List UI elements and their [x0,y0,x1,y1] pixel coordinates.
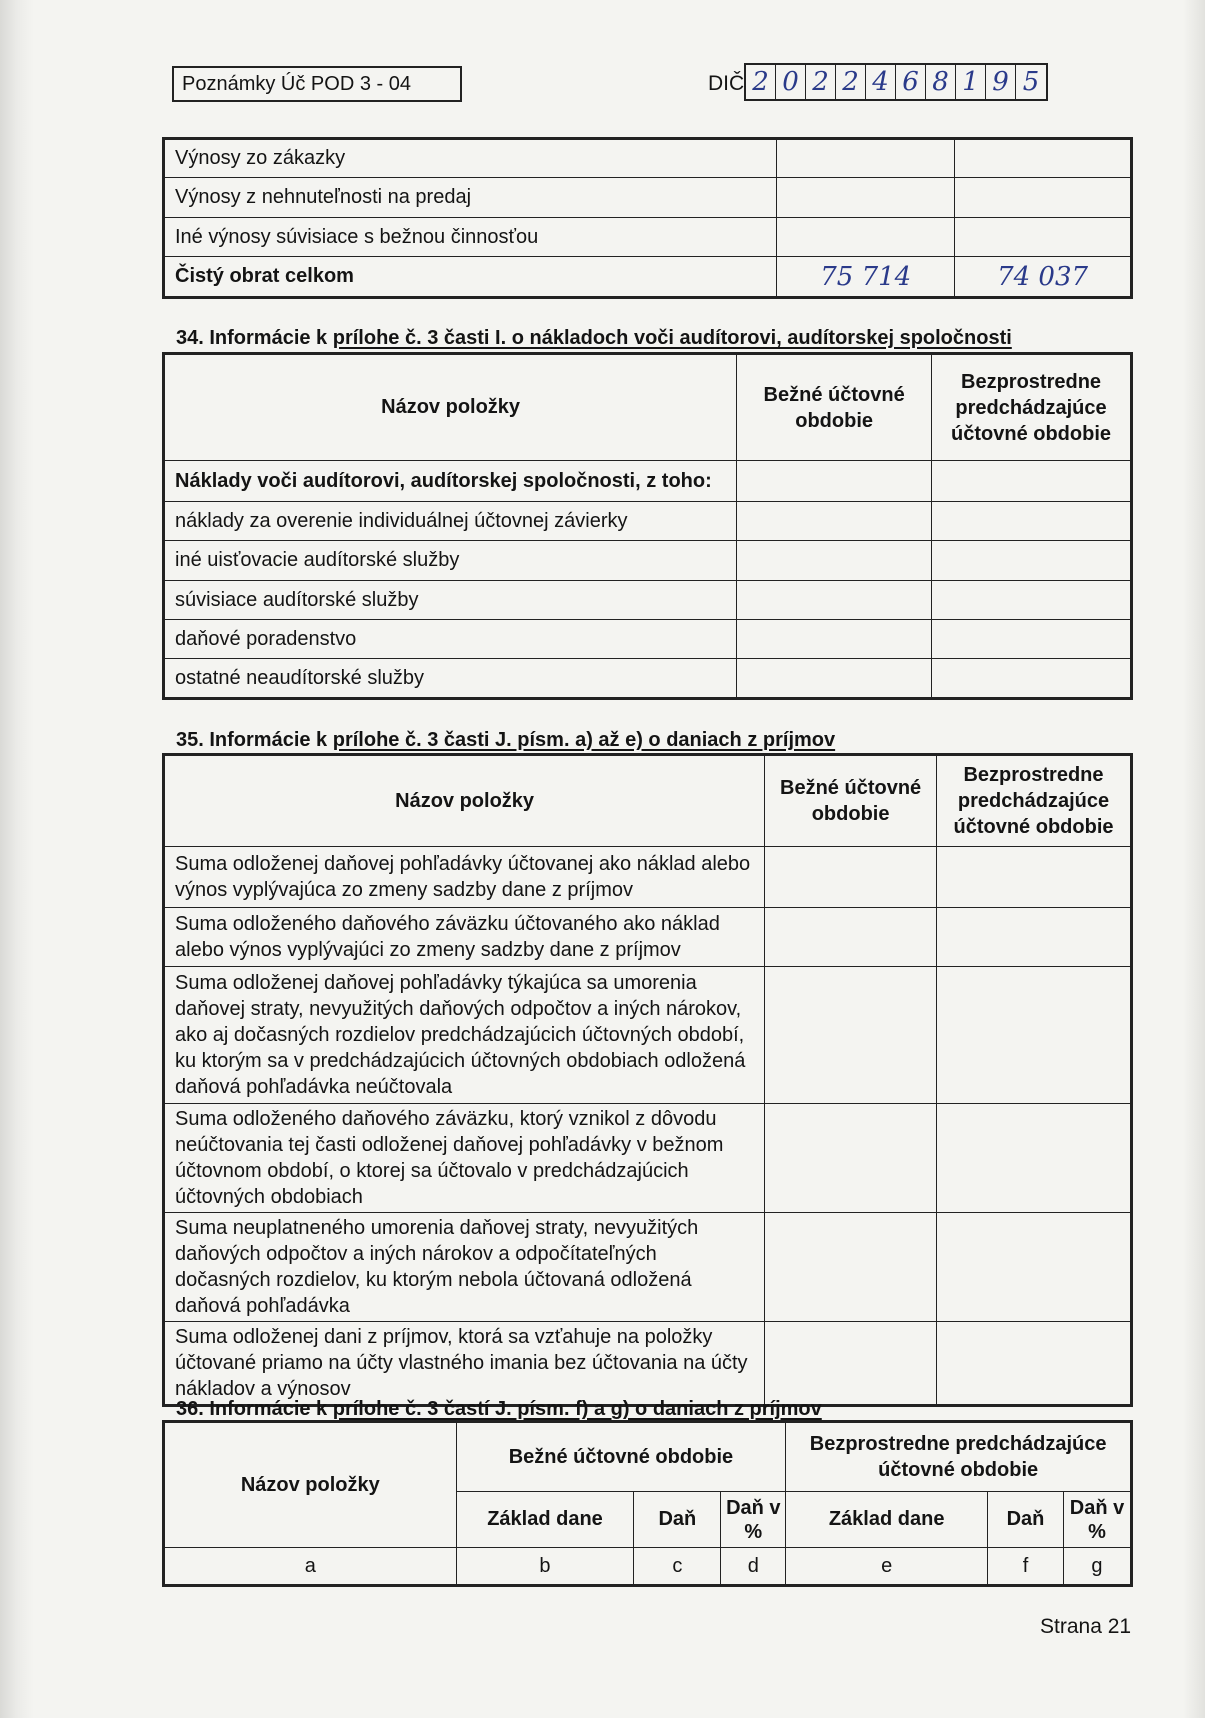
sub-tax-pct-header: Daň v % [1063,1492,1130,1548]
table-row [165,847,1131,908]
table-row [165,1322,1131,1405]
row-label: Čistý obrat celkom [165,257,777,297]
sub-base-header: Základ dane [786,1492,988,1548]
dic-digit: 8 [926,65,956,99]
row-label: Suma odloženej dani z príjmov, ktorá sa vzťahuje na položky účtované priamo na účty vlastného imania bez účtovania na účty nákladov a výnosov [165,1322,765,1405]
dic-digit: 4 [866,65,896,99]
table-row [165,1213,1131,1322]
dic-digit: 2 [806,65,836,99]
revenue-table [164,139,1131,297]
row-label: Výnosy zo zákazky [165,140,777,178]
col-previous-header: Bezprostredne predchádzajúce účtovné obdobie [937,756,1131,847]
row-label: Suma odloženého daňového záväzku, ktorý vznikol z dôvodu neúčtovania tej časti odloženej daňovej pohľadávky v bežnom účtovnom období, o ktorej sa účtovalo v predchádzajúcich účtovných obdobiach [165,1104,765,1213]
row-label: náklady za overenie individuálnej účtovnej závierky [165,502,737,541]
column-letter: e [786,1548,988,1585]
row-label: Suma odloženého daňového záväzku účtovaného ako náklad alebo výnos vyplývajúci zo zmeny sadzby dane z príjmov [165,908,765,967]
table-row [165,581,1131,620]
row-label: daňové poradenstvo [165,620,737,659]
sub-tax-header: Daň [634,1492,721,1548]
row-label: Iné výnosy súvisiace s bežnou činnosťou [165,218,777,257]
col-current-header: Bežné účtovné obdobie [456,1423,786,1492]
dic-digit: 9 [986,65,1016,99]
col-name-header: Názov položky [165,1423,457,1548]
column-letter: b [456,1548,634,1585]
col-name-header: Názov položky [165,355,737,461]
current-value [777,140,955,178]
row-label: súvisiace audítorské služby [165,581,737,620]
dic-digit: 2 [746,65,776,99]
row-label: iné uisťovacie audítorské služby [165,541,737,581]
row-label: Suma odloženej daňovej pohľadávky týkajúca sa umorenia daňovej straty, nevyužitých daňových odpočtov a iných nárokov, ako aj dočasných rozdielov predchádzajúcich účtovných období, ku ktorým sa v predchádzajúcich účtovných obdobiach odložená daňová pohľadávka neúčtovala [165,967,765,1104]
col-current-header: Bežné účtovné obdobie [765,756,937,847]
previous-value [955,178,1131,218]
current-value [777,218,955,257]
table-row [165,1104,1131,1213]
column-letter: f [988,1548,1064,1585]
sub-tax-pct-header: Daň v % [721,1492,786,1548]
section-36-title: 36. Informácie k prílohe č. 3 častí J. písm. f) a g) o daniach z príjmov [176,1398,822,1420]
table-row [165,140,1131,178]
row-label: ostatné neaudítorské služby [165,659,737,698]
current-value [777,178,955,218]
column-letter-row [165,1548,1131,1585]
section-35-title: 35. Informácie k prílohe č. 3 časti J. písm. a) až e) o daniach z príjmov [176,729,836,751]
form-label: Poznámky Úč POD 3 - 04 [172,66,462,102]
dic-label: DIČ [708,72,745,95]
dic-digit: 2 [836,65,866,99]
table-header-row [165,355,1131,461]
row-label: Suma neuplatneného umorenia daňovej straty, nevyužitých daňových odpočtov a iných nárokov a odpočítateľných dočasných rozdielov, ku ktorým nebola účtovaná odložená daňová pohľadávka [165,1213,765,1322]
previous-value [955,218,1131,257]
column-letter: g [1063,1548,1130,1585]
table-row [165,218,1131,257]
section-35-table [164,755,1131,1405]
section-34-table [164,354,1131,698]
col-previous-header: Bezprostredne predchádzajúce účtovné obdobie [932,355,1131,461]
scan-edge-right [1183,0,1205,1718]
column-letter: c [634,1548,721,1585]
dic-digit: 1 [956,65,986,99]
section-34-title: 34. Informácie k prílohe č. 3 časti I. o nákladoch voči audítorovi, audítorskej spoločnosti [176,327,1012,349]
sub-tax-header: Daň [988,1492,1064,1548]
table-row [165,967,1131,1104]
table-row [165,541,1131,581]
current-value: 75 714 [777,257,955,297]
previous-value: 74 037 [955,257,1131,297]
table-row [165,908,1131,967]
col-previous-header: Bezprostredne predchádzajúce účtovné obdobie [786,1423,1131,1492]
table-row [165,178,1131,218]
table-row [165,461,1131,502]
scan-edge-left [0,0,34,1718]
row-label: Suma odloženej daňovej pohľadávky účtovanej ako náklad alebo výnos vyplývajúca zo zmeny sadzby dane z príjmov [165,847,765,908]
row-label: Náklady voči audítorovi, audítorskej spoločnosti, z toho: [165,461,737,502]
column-letter: d [721,1548,786,1585]
sub-base-header: Základ dane [456,1492,634,1548]
dic-digit: 0 [776,65,806,99]
col-current-header: Bežné účtovné obdobie [737,355,932,461]
column-letter: a [165,1548,457,1585]
table-header-row [165,756,1131,847]
col-name-header: Názov položky [165,756,765,847]
table-row [165,502,1131,541]
table-row [165,659,1131,698]
dic-digit: 6 [896,65,926,99]
dic-number [744,63,1048,101]
previous-value [955,140,1131,178]
table-row [165,257,1131,297]
section-36-table [164,1422,1131,1585]
table-row [165,620,1131,659]
dic-digit: 5 [1022,67,1040,97]
page-number: Strana 21 [1040,1615,1132,1638]
row-label: Výnosy z nehnuteľnosti na predaj [165,178,777,218]
table-header-row [165,1423,1131,1492]
